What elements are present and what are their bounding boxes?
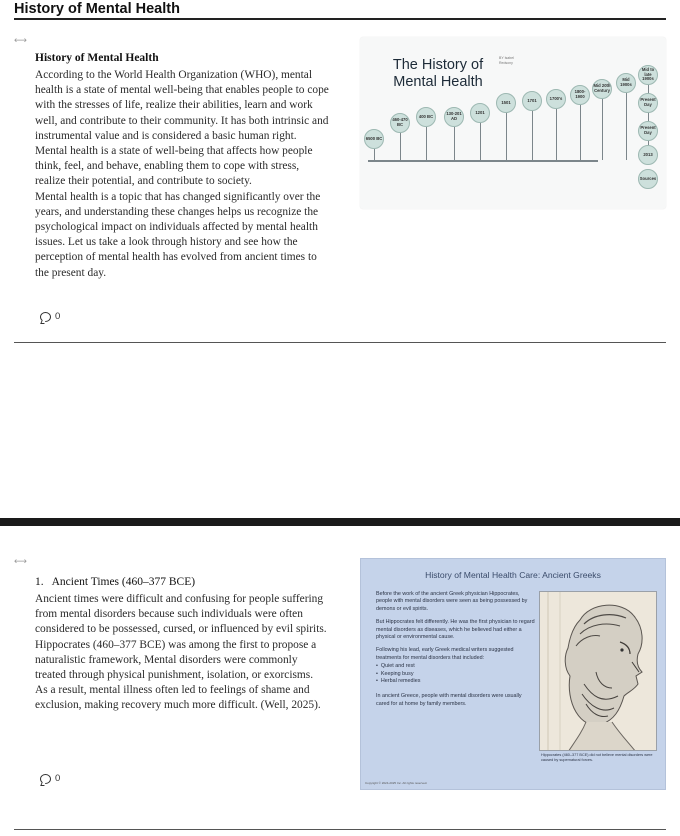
- timeline-item: Mid 20th Century: [592, 79, 612, 99]
- timeline-axis: [368, 160, 598, 162]
- slide-title: The History of Mental Health: [392, 57, 484, 90]
- comment-button[interactable]: [40, 311, 60, 322]
- timeline-stem: [626, 93, 627, 160]
- timeline-stem: [580, 105, 581, 160]
- slide-caption: Hippocrates (460–377 BCE) did not believe mental disorders were caused by supernatural forces.: [541, 753, 653, 762]
- timeline-item: 400 BC: [416, 107, 436, 127]
- timeline-stem: [602, 99, 603, 160]
- post-body: [35, 592, 327, 714]
- timeline-item: 1201: [470, 103, 490, 123]
- section-heading: [35, 576, 195, 588]
- timeline-item: 130-201 AD: [444, 107, 464, 127]
- treatment-list: [376, 663, 536, 685]
- treatment-item: • Quiet and rest: [376, 663, 536, 670]
- post-paragraph: Ancient times were difficult and confusing for people suffering from mental disorders because such individuals were often considered to be possessed, cursed, or influenced by evil spirits. Hippocrates (460–377 BCE) was among the first to propose a naturalistic framework, Mental disorders were commonly treated through physical punishment, isolation, or exorcisms. As a result, mental illness often led to feelings of shame and exclusion, making recovery much more difficult. (Well, 2025).: [35, 593, 327, 712]
- header-divider: [14, 18, 666, 20]
- timeline-item: Mid 1900s: [616, 73, 636, 93]
- section-title: Ancient Times (460–377 BCE): [51, 576, 196, 588]
- slide-paragraph: But Hippocrates felt differently. He was the first physician to regard mental disorders as diseases, which he believed had either a physical or environmental cause.: [376, 619, 535, 641]
- timeline-item: Present Day: [638, 93, 658, 113]
- slide-author: BY Isabel Redsony: [499, 56, 514, 65]
- timeline-stem: [506, 113, 507, 160]
- page-title: History of Mental Health: [14, 1, 180, 17]
- section-number: 1.: [35, 576, 44, 588]
- timeline-item: Present Day: [638, 121, 658, 141]
- section-band: [0, 518, 680, 526]
- timeline-item: 2013: [638, 145, 658, 165]
- treatment-item: • Herbal remedies: [376, 678, 536, 685]
- ancient-greeks-slide-image[interactable]: [360, 558, 666, 790]
- timeline-stem: [480, 123, 481, 160]
- timeline-item: 1501: [496, 93, 516, 113]
- timeline-item: Mid to late 1900s: [638, 65, 658, 85]
- link-icon[interactable]: ⟷: [14, 36, 27, 46]
- slide-paragraph: In ancient Greece, people with mental disorders were usually cared for at home by family members.: [376, 693, 522, 707]
- slide-paragraph: Before the work of the ancient Greek physician Hippocrates, people with mental disorders were seen as being possessed by demons or evil spirits.: [376, 591, 528, 612]
- timeline-slide-image[interactable]: [360, 37, 666, 209]
- post-divider: [14, 829, 666, 830]
- timeline-item: 1700's: [546, 89, 566, 109]
- timeline-stem: [374, 149, 375, 160]
- timeline-item: 460-470 BC: [390, 113, 410, 133]
- timeline-item: 6500 BC: [364, 129, 384, 149]
- comment-button[interactable]: [40, 773, 60, 784]
- post-divider: [14, 342, 666, 343]
- slide-text: [376, 591, 536, 714]
- comment-bubble-icon: [40, 312, 51, 322]
- post-paragraph: According to the World Health Organization (WHO), mental health is a state of mental well-being that enables people to cope with the stresses of life, realize their abilities, learn and work well, and contribute to their community. It has both intrinsic and instrumental value and is considered a basic human right. Mental health is a state of well-being that affects how people think, feel, and behave, enabling them to cope with stress, realize their potential, and contribute to society.: [35, 69, 329, 188]
- comment-count: 0: [55, 311, 61, 322]
- page-header: [0, 0, 680, 22]
- timeline-stem: [532, 111, 533, 160]
- comment-count: 0: [55, 773, 61, 784]
- post-paragraph: Mental health is a topic that has changed significantly over the years, and understanding these changes helps us recognize the psychological impact on individuals affected by mental health issues. Let us take a look through history and see how the perception of mental health has evolved from ancient times to the present day.: [35, 190, 321, 279]
- comment-bubble-icon: [40, 774, 51, 784]
- slide-copyright: Copyright © 2024-2025 Inc. All rights reserved.: [365, 781, 428, 785]
- timeline-item: 1800-1900: [570, 85, 590, 105]
- post-body: [35, 68, 331, 281]
- slide-title: History of Mental Health Care: Ancient Greeks: [425, 570, 601, 580]
- slide-paragraph: Following his lead, early Greek medical writers suggested treatments for mental disorders that included:: [376, 647, 514, 661]
- timeline-item: 1701: [522, 91, 542, 111]
- timeline-stem: [454, 127, 455, 160]
- timeline-stem: [426, 127, 427, 160]
- timeline-stem: [556, 109, 557, 160]
- timeline-stem: [400, 133, 401, 160]
- timeline-item: Sources: [638, 169, 658, 189]
- hippocrates-bust-image: [539, 591, 657, 751]
- link-icon[interactable]: ⟷: [14, 557, 27, 567]
- post-heading: History of Mental Health: [35, 52, 159, 64]
- treatment-item: • Keeping busy: [376, 671, 536, 678]
